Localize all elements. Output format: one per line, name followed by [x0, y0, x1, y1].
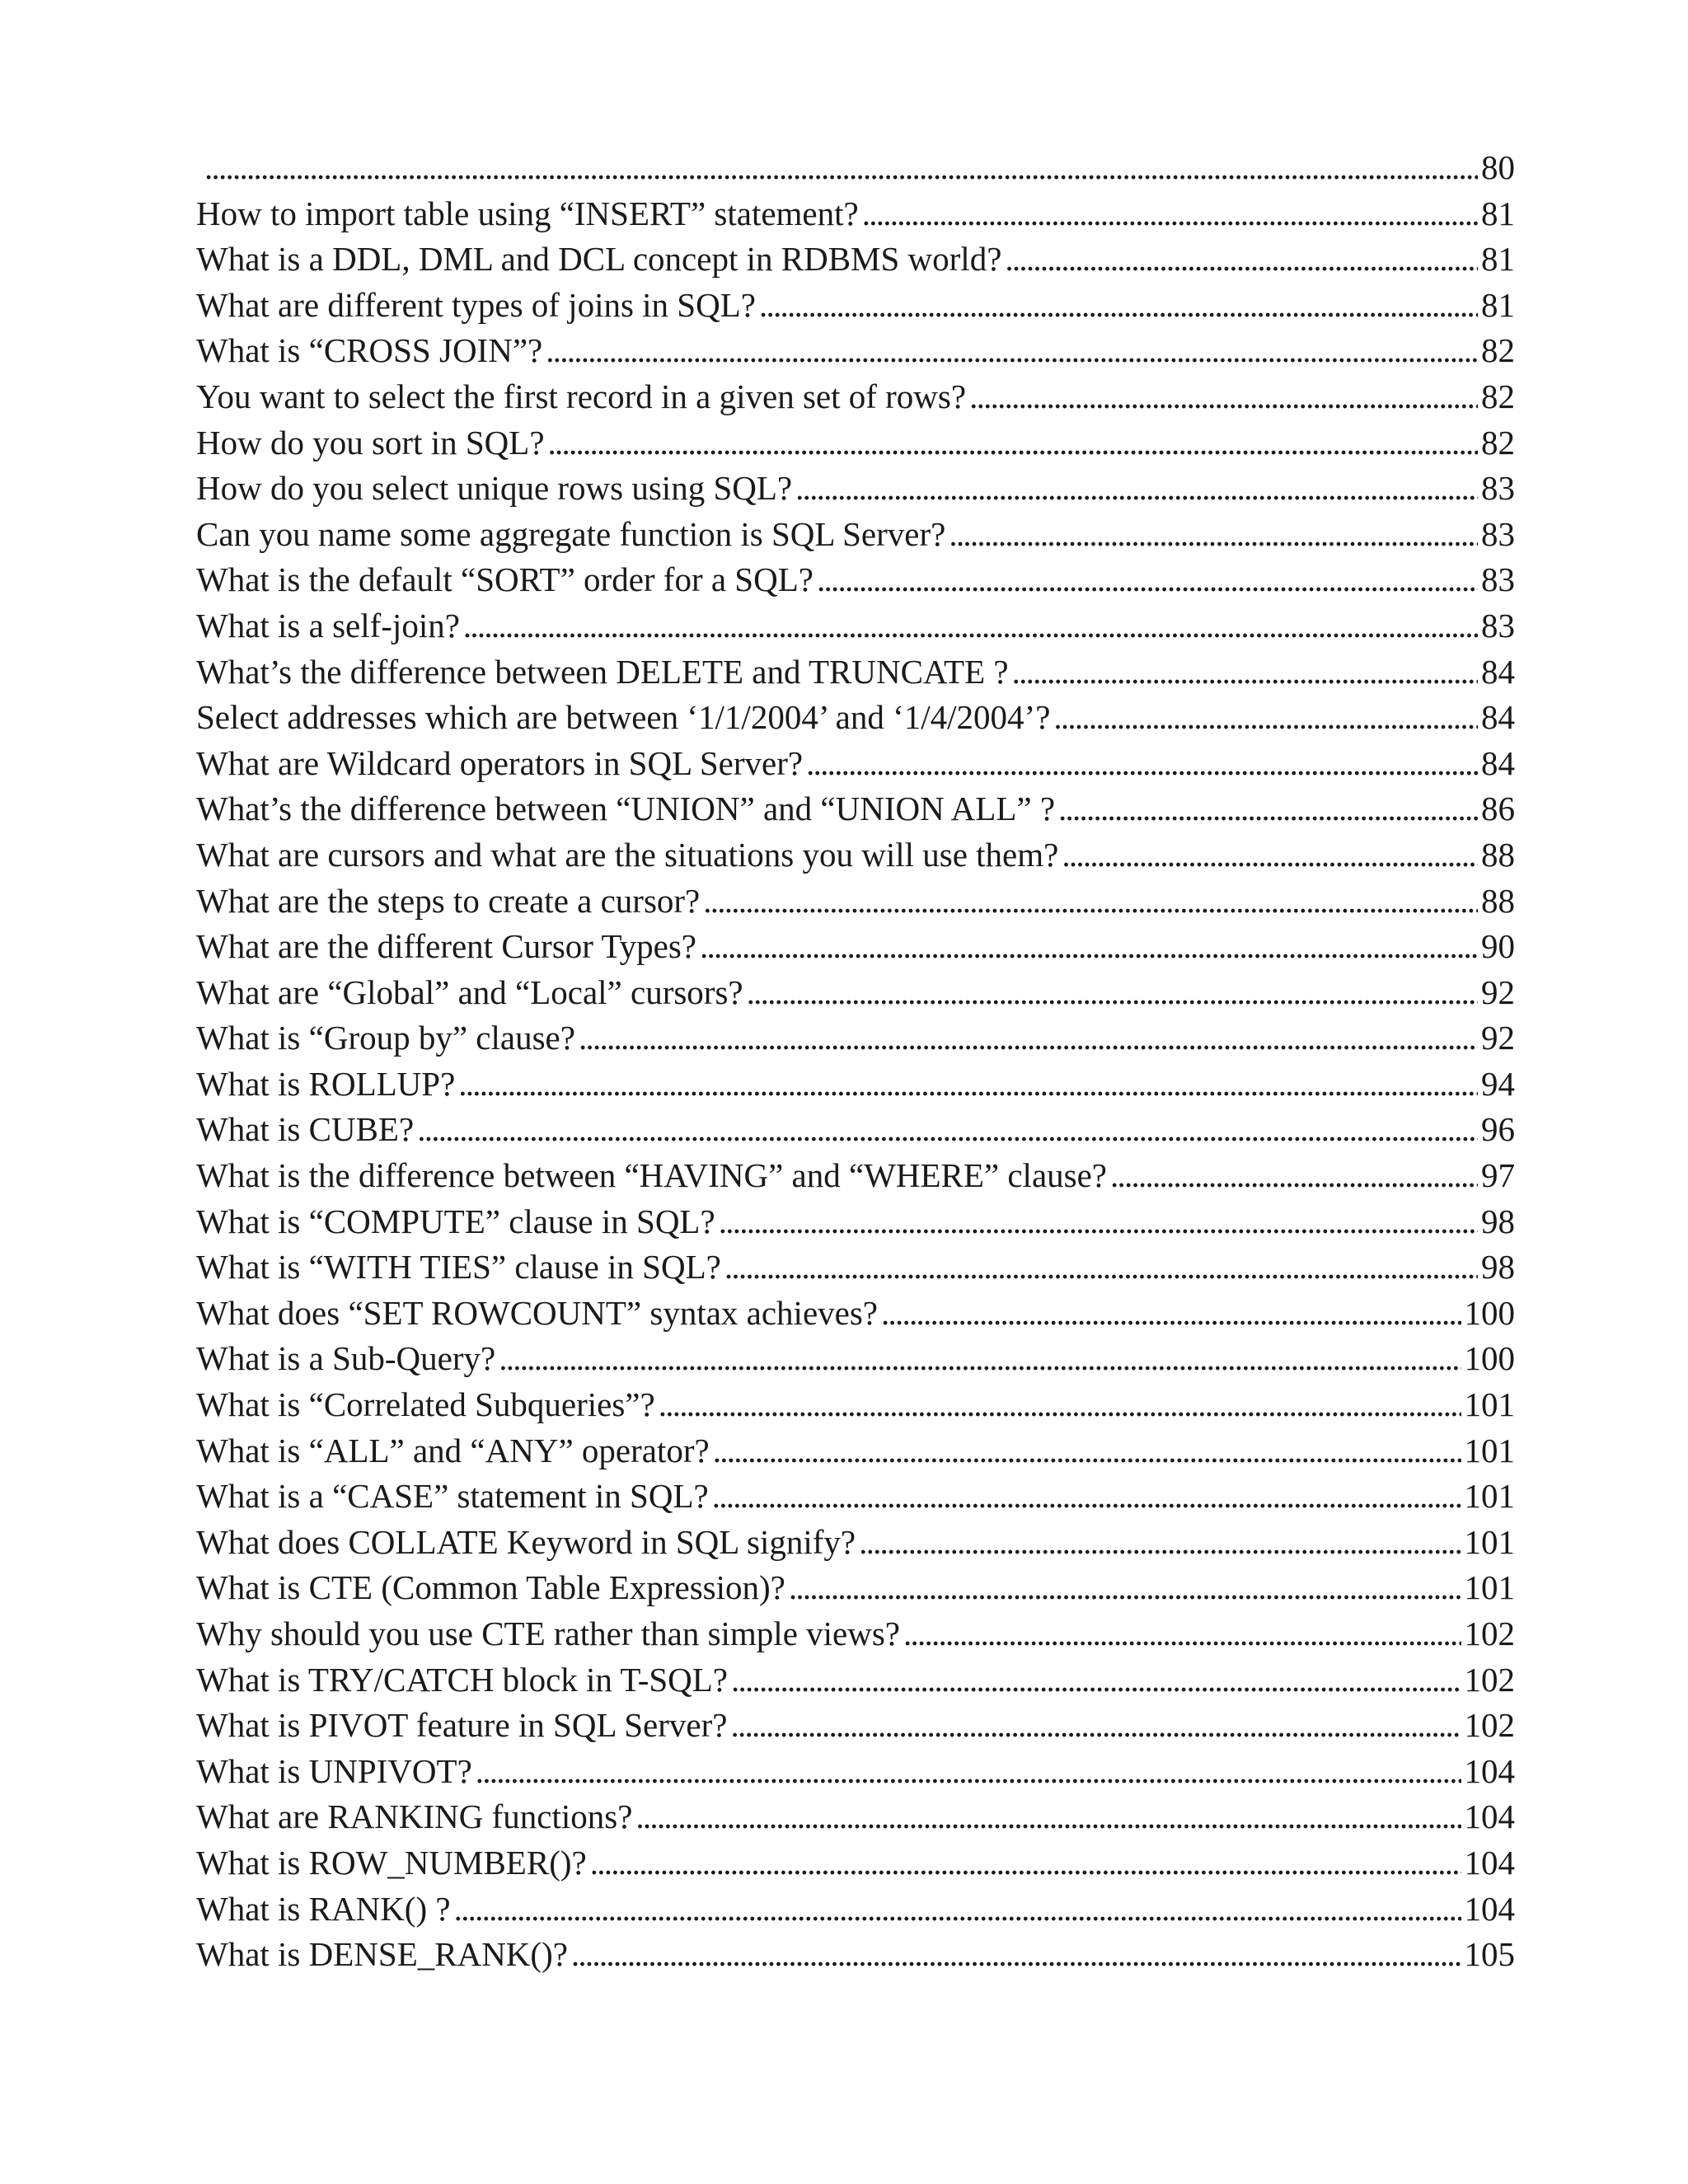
- toc-leader-dots: [949, 512, 1478, 558]
- toc-leader-dots: [724, 1244, 1478, 1291]
- toc-leader-dots: [1005, 237, 1478, 283]
- toc-entry-title: What are “Global” and “Local” cursors?: [196, 972, 743, 1011]
- toc-page-number: 104: [1464, 1751, 1515, 1790]
- toc-page-number: 98: [1481, 1248, 1515, 1286]
- toc-entry[interactable]: [196, 1244, 1515, 1291]
- toc-entry[interactable]: [196, 328, 1515, 374]
- toc-page-number: 96: [1481, 1110, 1515, 1149]
- toc-entry-title: What is ROW_NUMBER()?: [196, 1843, 587, 1882]
- toc-continued-row: [196, 145, 1515, 191]
- toc-entry-title: What are the different Cursor Types?: [196, 927, 696, 966]
- toc-leader-dots: [903, 1611, 1461, 1657]
- toc-entry[interactable]: [196, 1932, 1515, 1978]
- toc-entry-title: What is “Correlated Subqueries”?: [196, 1385, 655, 1424]
- toc-entry[interactable]: [196, 1107, 1515, 1153]
- toc-page-number: 97: [1481, 1156, 1515, 1195]
- toc-page-number: 83: [1481, 469, 1515, 508]
- toc-leader-dots: [417, 1107, 1478, 1153]
- toc-page-number: 102: [1464, 1615, 1515, 1652]
- toc-entry[interactable]: [196, 1062, 1515, 1108]
- toc-entry-title: What is ROLLUP?: [196, 1064, 456, 1103]
- toc-entry[interactable]: [196, 283, 1515, 329]
- toc-page-number: 104: [1464, 1797, 1515, 1836]
- toc-leader-dots: [747, 970, 1478, 1016]
- toc-entry[interactable]: [196, 879, 1515, 925]
- toc-entry-title: What are different types of joins in SQL?: [196, 285, 756, 324]
- toc-leader-dots: [659, 1382, 1461, 1428]
- toc-leader-dots: [1110, 1153, 1478, 1199]
- toc-entry[interactable]: [196, 603, 1515, 649]
- toc-entry[interactable]: [196, 1565, 1515, 1611]
- toc-page-number: 101: [1464, 1568, 1515, 1607]
- toc-page-number: 84: [1481, 698, 1515, 737]
- toc-page-number: 100: [1464, 1293, 1515, 1332]
- toc-page-number: 81: [1481, 194, 1515, 232]
- toc-entry[interactable]: [196, 1382, 1515, 1428]
- toc-entry-title: What is DENSE_RANK()?: [196, 1935, 568, 1974]
- toc-entry-title: What does “SET ROWCOUNT” syntax achieves?: [196, 1293, 878, 1332]
- toc-entry[interactable]: [196, 374, 1515, 420]
- toc-entry[interactable]: [196, 466, 1515, 512]
- toc-leader-dots: [795, 466, 1478, 512]
- toc-entry-title: What is CUBE?: [196, 1110, 415, 1149]
- toc-page-number: 83: [1481, 560, 1515, 599]
- toc-entry-title: What are cursors and what are the situations you will use them?: [196, 835, 1059, 874]
- toc-entry[interactable]: [196, 420, 1515, 466]
- toc-page-number: 81: [1481, 285, 1515, 324]
- toc-page-number: 86: [1481, 790, 1515, 828]
- toc-entry[interactable]: [196, 512, 1515, 558]
- toc-leader-dots: [1053, 695, 1478, 741]
- toc-leader-dots: [713, 1428, 1461, 1474]
- toc-leader-dots: [859, 1520, 1461, 1566]
- toc-leader-dots: [590, 1840, 1461, 1886]
- toc-leader-dots: [759, 283, 1478, 329]
- toc-page-number: 100: [1464, 1339, 1515, 1378]
- toc-page-number: 101: [1464, 1385, 1515, 1424]
- toc-leader-dots: [1062, 832, 1478, 879]
- toc-entry[interactable]: [196, 557, 1515, 603]
- toc-leader-dots: [1058, 786, 1478, 832]
- toc-entry-title: What is CTE (Common Table Expression)?: [196, 1568, 785, 1607]
- toc-entry[interactable]: [196, 924, 1515, 970]
- toc-entry-title: What is the default “SORT” order for a SQL?: [196, 560, 814, 599]
- toc-page-number: 80: [1481, 148, 1515, 186]
- toc-page-number: 82: [1481, 377, 1515, 415]
- toc-entry[interactable]: [196, 1336, 1515, 1382]
- toc-entry-title: What is TRY/CATCH block in T-SQL?: [196, 1660, 729, 1699]
- toc-page-number: 102: [1464, 1706, 1515, 1745]
- toc-entry[interactable]: [196, 1611, 1515, 1657]
- toc-leader-dots: [499, 1336, 1461, 1382]
- toc-leader-dots: [719, 1199, 1478, 1245]
- toc-entry[interactable]: [196, 1153, 1515, 1199]
- toc-leader-dots: [548, 420, 1478, 466]
- toc-page-number: 84: [1481, 743, 1515, 782]
- toc-entry[interactable]: [196, 1657, 1515, 1704]
- toc-entry-title: How do you sort in SQL?: [196, 423, 545, 462]
- toc-leader-dots: [817, 557, 1478, 603]
- table-of-contents: [196, 145, 1515, 1978]
- toc-leader-dots: [730, 1703, 1461, 1749]
- toc-entry[interactable]: [196, 1520, 1515, 1566]
- toc-leader-dots: [546, 328, 1478, 374]
- toc-leader-dots: [862, 191, 1478, 237]
- toc-entry-title: What is a self-join?: [196, 606, 460, 644]
- toc-leader-dots: [571, 1932, 1461, 1978]
- toc-page-number: 105: [1464, 1935, 1515, 1974]
- toc-entry-title: What is a DDL, DML and DCL concept in RDBMS world?: [196, 240, 1002, 279]
- toc-entry-title: What are Wildcard operators in SQL Server?: [196, 743, 804, 782]
- toc-page-number: 83: [1481, 514, 1515, 553]
- toc-entry[interactable]: [196, 695, 1515, 741]
- toc-entry-title: Select addresses which are between ‘1/1/2004’ and ‘1/4/2004’?: [196, 698, 1051, 737]
- toc-entry-title: What’s the difference between DELETE and TRUNCATE ?: [196, 652, 1009, 691]
- toc-page-number: 82: [1481, 423, 1515, 462]
- toc-page-number: 88: [1481, 835, 1515, 874]
- toc-leader-dots: [806, 741, 1478, 787]
- toc-entry-title: You want to select the first record in a given set of rows?: [196, 377, 967, 415]
- toc-leader-dots: [881, 1291, 1461, 1337]
- toc-entry[interactable]: [196, 1474, 1515, 1520]
- toc-leader-dots: [476, 1749, 1461, 1795]
- toc-page-number: 94: [1481, 1064, 1515, 1103]
- toc-entry-title: How to import table using “INSERT” statement?: [196, 194, 859, 232]
- toc-page-number: 104: [1464, 1889, 1515, 1928]
- toc-entry-title: What is “Group by” clause?: [196, 1019, 575, 1057]
- toc-leader-dots: [731, 1657, 1461, 1704]
- toc-entry[interactable]: [196, 1749, 1515, 1795]
- toc-leader-dots: [454, 1886, 1461, 1933]
- toc-page-number: 102: [1464, 1660, 1515, 1699]
- toc-entry-title: What is a Sub-Query?: [196, 1339, 496, 1378]
- toc-page-number: 82: [1481, 331, 1515, 370]
- toc-entry-title: Can you name some aggregate function is SQL Server?: [196, 514, 946, 553]
- toc-entry-title: What are the steps to create a cursor?: [196, 881, 701, 920]
- toc-entry-title: What does COLLATE Keyword in SQL signify?: [196, 1522, 856, 1561]
- toc-entry-title: How do you select unique rows using SQL?: [196, 469, 793, 508]
- toc-entry[interactable]: [196, 191, 1515, 237]
- toc-page-number: 98: [1481, 1202, 1515, 1240]
- toc-entry-title: What is “CROSS JOIN”?: [196, 331, 543, 370]
- toc-page-number: 83: [1481, 606, 1515, 644]
- toc-entry[interactable]: [196, 1199, 1515, 1245]
- toc-entry[interactable]: [196, 1015, 1515, 1062]
- toc-page-number: 92: [1481, 972, 1515, 1011]
- toc-entry-title: What is a “CASE” statement in SQL?: [196, 1477, 709, 1516]
- toc-page-number: 104: [1464, 1843, 1515, 1882]
- toc-page-number: 101: [1464, 1431, 1515, 1469]
- toc-leader-dots: [579, 1015, 1478, 1062]
- toc-entry[interactable]: [196, 1886, 1515, 1933]
- toc-entry-title: What is UNPIVOT?: [196, 1751, 472, 1790]
- toc-entry-title: What is the difference between “HAVING” and “WHERE” clause?: [196, 1156, 1107, 1195]
- toc-leader-dots: [1012, 649, 1478, 696]
- toc-leader-dots: [463, 603, 1478, 649]
- toc-entry-title: What is RANK() ?: [196, 1889, 451, 1928]
- toc-entry-title: What’s the difference between “UNION” and “UNION ALL” ?: [196, 790, 1056, 828]
- toc-leader-dots: [969, 374, 1478, 420]
- toc-page-number: 88: [1481, 881, 1515, 920]
- toc-leader-dots: [458, 1062, 1478, 1108]
- toc-entry-list: [196, 191, 1515, 1978]
- toc-leader-dots: [204, 145, 1478, 191]
- toc-entry[interactable]: [196, 649, 1515, 696]
- toc-entry-title: What is “ALL” and “ANY” operator?: [196, 1431, 710, 1469]
- toc-entry[interactable]: [196, 1794, 1515, 1840]
- toc-entry[interactable]: [196, 741, 1515, 787]
- toc-entry[interactable]: [196, 786, 1515, 832]
- toc-entry-title: What is PIVOT feature in SQL Server?: [196, 1706, 728, 1745]
- toc-entry[interactable]: [196, 1703, 1515, 1749]
- toc-leader-dots: [703, 879, 1478, 925]
- toc-leader-dots: [700, 924, 1478, 970]
- toc-page-number: 92: [1481, 1019, 1515, 1057]
- toc-page-number: 81: [1481, 240, 1515, 279]
- toc-page-number: 101: [1464, 1477, 1515, 1516]
- toc-entry[interactable]: [196, 1291, 1515, 1337]
- toc-entry[interactable]: [196, 970, 1515, 1016]
- toc-entry-title: What is “WITH TIES” clause in SQL?: [196, 1248, 721, 1286]
- toc-leader-dots: [789, 1565, 1461, 1611]
- toc-entry-title: What are RANKING functions?: [196, 1797, 633, 1836]
- toc-entry-title: Why should you use CTE rather than simple views?: [196, 1615, 900, 1652]
- toc-page-number: 101: [1464, 1522, 1515, 1561]
- toc-page-number: 90: [1481, 927, 1515, 966]
- toc-leader-dots: [635, 1794, 1461, 1840]
- toc-entry[interactable]: [196, 237, 1515, 283]
- toc-entry[interactable]: [196, 1428, 1515, 1474]
- toc-entry[interactable]: [196, 832, 1515, 879]
- toc-leader-dots: [712, 1474, 1461, 1520]
- toc-page-number: 84: [1481, 652, 1515, 691]
- toc-entry-title: What is “COMPUTE” clause in SQL?: [196, 1202, 715, 1240]
- toc-entry[interactable]: [196, 1840, 1515, 1886]
